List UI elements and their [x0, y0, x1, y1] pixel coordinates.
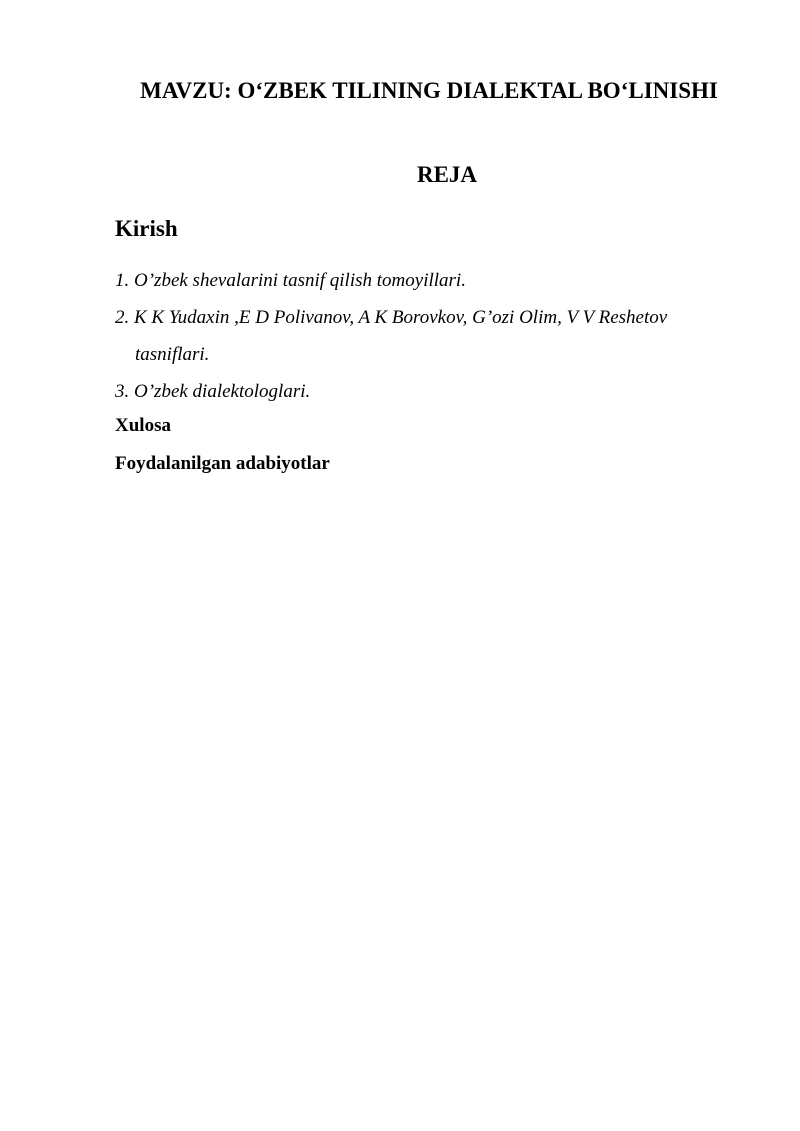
plan-item	[115, 262, 695, 299]
plan-list	[115, 262, 695, 410]
plan-item-text: K K Yudaxin ,E D Polivanov, A K Borovkov, G’ozi Olim, V V Reshetov tasniflari.	[134, 307, 668, 365]
plan-item-number: 3.	[115, 381, 130, 402]
plan-item	[115, 373, 695, 410]
references-heading: Foydalanilgan adabiyotlar	[115, 453, 330, 474]
plan-item-text: O’zbek dialektologlari.	[134, 381, 311, 402]
plan-item-text: O’zbek shevalarini tasnif qilish tomoyillari.	[134, 270, 466, 291]
conclusion-heading: Xulosa	[115, 415, 171, 436]
plan-item-number: 1.	[115, 270, 130, 291]
intro-heading: Kirish	[115, 216, 178, 241]
plan-item-number: 2.	[115, 307, 130, 328]
document-title: MAVZU: O‘ZBEK TILINING DIALEKTAL BO‘LINISHI	[140, 78, 718, 103]
plan-item	[115, 299, 695, 373]
plan-heading: REJA	[416, 162, 478, 187]
